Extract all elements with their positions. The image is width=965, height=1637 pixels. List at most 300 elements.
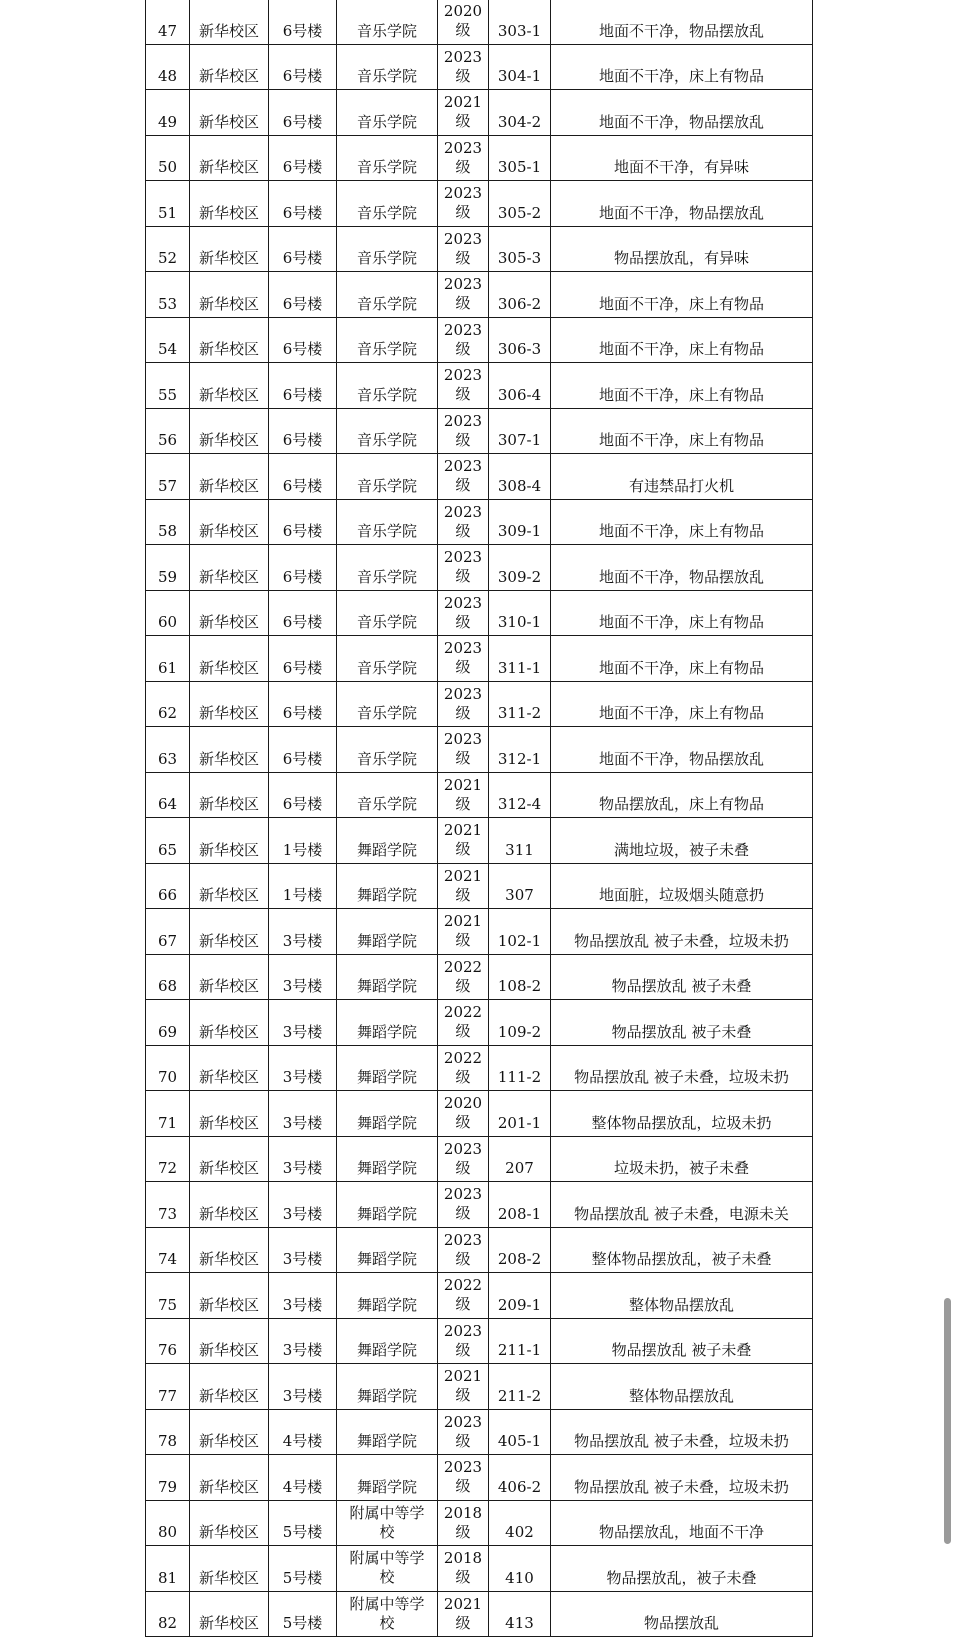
college-cell [337, 1591, 438, 1637]
grade-unit: 级 [455, 703, 471, 722]
room-cell: 310-1 [489, 590, 551, 636]
grade-unit: 级 [455, 1386, 471, 1405]
campus-cell: 新华校区 [190, 272, 269, 318]
room-cell: 413 [489, 1591, 551, 1637]
college-line: 附属中等学 [349, 1594, 425, 1613]
college-cell: 舞蹈学院 [337, 1455, 438, 1501]
grade-cell [438, 1455, 489, 1501]
grade-unit: 级 [455, 567, 471, 586]
grade-unit: 级 [455, 385, 471, 404]
campus-cell: 新华校区 [190, 772, 269, 818]
grade-unit: 级 [455, 203, 471, 222]
row-number: 56 [146, 408, 190, 454]
grade-cell [438, 1000, 489, 1046]
issue-cell: 地面不干净，床上有物品 [551, 44, 813, 90]
campus-cell: 新华校区 [190, 135, 269, 181]
building-cell: 3号楼 [269, 1318, 337, 1364]
grade-unit: 级 [455, 1113, 471, 1132]
campus-cell: 新华校区 [190, 1136, 269, 1182]
table-row [146, 772, 813, 818]
table-row [146, 1500, 813, 1546]
grade-cell [438, 1091, 489, 1137]
room-cell: 305-2 [489, 181, 551, 227]
issue-cell: 地面不干净，物品摆放乱 [551, 90, 813, 136]
grade-unit: 级 [455, 430, 471, 449]
room-cell: 410 [489, 1546, 551, 1592]
table-row [146, 863, 813, 909]
building-cell: 6号楼 [269, 90, 337, 136]
grade-year: 2023 [443, 457, 483, 476]
college-cell [337, 1500, 438, 1546]
table-row [146, 135, 813, 181]
row-number: 79 [146, 1455, 190, 1501]
room-cell: 311-1 [489, 636, 551, 682]
college-cell: 舞蹈学院 [337, 1136, 438, 1182]
grade-cell [438, 1045, 489, 1091]
table-row [146, 1591, 813, 1637]
grade-year: 2022 [443, 1048, 483, 1067]
room-cell: 102-1 [489, 909, 551, 955]
row-number: 58 [146, 499, 190, 545]
grade-unit: 级 [455, 294, 471, 313]
grade-cell [438, 454, 489, 500]
building-cell: 1号楼 [269, 863, 337, 909]
room-cell: 108-2 [489, 954, 551, 1000]
college-line: 附属中等学 [349, 1503, 425, 1522]
issue-cell: 地面不干净，物品摆放乱 [551, 0, 813, 44]
grade-year: 2023 [443, 684, 483, 703]
grade-year: 2020 [443, 2, 483, 21]
grade-year: 2021 [443, 1367, 483, 1386]
table-row [146, 1000, 813, 1046]
row-number: 67 [146, 909, 190, 955]
building-cell: 6号楼 [269, 545, 337, 591]
college-cell: 音乐学院 [337, 636, 438, 682]
campus-cell: 新华校区 [190, 317, 269, 363]
row-number: 78 [146, 1409, 190, 1455]
room-cell: 305-1 [489, 135, 551, 181]
room-cell: 307 [489, 863, 551, 909]
grade-unit: 级 [455, 157, 471, 176]
room-cell: 306-2 [489, 272, 551, 318]
room-cell: 406-2 [489, 1455, 551, 1501]
row-number: 77 [146, 1364, 190, 1410]
table-row [146, 636, 813, 682]
grade-unit: 级 [455, 66, 471, 85]
college-cell: 舞蹈学院 [337, 1045, 438, 1091]
issue-cell: 地面不干净，床上有物品 [551, 636, 813, 682]
row-number: 75 [146, 1273, 190, 1319]
grade-cell [438, 1591, 489, 1637]
table-row [146, 272, 813, 318]
college-cell: 音乐学院 [337, 363, 438, 409]
college-cell: 音乐学院 [337, 590, 438, 636]
grade-unit: 级 [455, 749, 471, 768]
table-row [146, 590, 813, 636]
row-number: 54 [146, 317, 190, 363]
building-cell: 3号楼 [269, 954, 337, 1000]
table-body [146, 0, 813, 1637]
college-cell: 舞蹈学院 [337, 1409, 438, 1455]
college-cell: 舞蹈学院 [337, 818, 438, 864]
row-number: 68 [146, 954, 190, 1000]
table-row [146, 90, 813, 136]
college-cell: 音乐学院 [337, 454, 438, 500]
campus-cell: 新华校区 [190, 90, 269, 136]
grade-cell [438, 727, 489, 773]
grade-cell [438, 499, 489, 545]
college-line: 校 [379, 1568, 395, 1587]
table-row [146, 408, 813, 454]
table-row [146, 1136, 813, 1182]
building-cell: 6号楼 [269, 44, 337, 90]
table-row [146, 181, 813, 227]
grade-cell [438, 408, 489, 454]
grade-unit: 级 [455, 1613, 471, 1632]
building-cell: 6号楼 [269, 181, 337, 227]
grade-unit: 级 [455, 1568, 471, 1587]
table-row [146, 1318, 813, 1364]
college-cell: 音乐学院 [337, 408, 438, 454]
issue-cell: 地面不干净，物品摆放乱 [551, 545, 813, 591]
issue-cell: 物品摆放乱 被子未叠，垃圾未扔 [551, 1045, 813, 1091]
campus-cell: 新华校区 [190, 0, 269, 44]
grade-cell [438, 863, 489, 909]
college-line: 校 [379, 1522, 395, 1541]
college-cell: 音乐学院 [337, 317, 438, 363]
campus-cell: 新华校区 [190, 1591, 269, 1637]
grade-cell [438, 0, 489, 44]
grade-cell [438, 772, 489, 818]
campus-cell: 新华校区 [190, 727, 269, 773]
row-number: 64 [146, 772, 190, 818]
college-cell: 舞蹈学院 [337, 1000, 438, 1046]
grade-year: 2023 [443, 1321, 483, 1340]
room-cell: 305-3 [489, 226, 551, 272]
grade-cell [438, 681, 489, 727]
campus-cell: 新华校区 [190, 1546, 269, 1592]
building-cell: 3号楼 [269, 909, 337, 955]
college-cell: 音乐学院 [337, 181, 438, 227]
grade-year: 2023 [443, 1139, 483, 1158]
inspection-table [145, 0, 813, 1637]
room-cell: 402 [489, 1500, 551, 1546]
table-row [146, 1182, 813, 1228]
grade-cell [438, 135, 489, 181]
building-cell: 5号楼 [269, 1591, 337, 1637]
issue-cell: 物品摆放乱 [551, 1591, 813, 1637]
table-row [146, 363, 813, 409]
campus-cell: 新华校区 [190, 363, 269, 409]
table-row [146, 1364, 813, 1410]
grade-cell [438, 1136, 489, 1182]
grade-year: 2022 [443, 957, 483, 976]
grade-cell [438, 181, 489, 227]
building-cell: 6号楼 [269, 135, 337, 181]
scrollbar-thumb[interactable] [944, 1298, 951, 1544]
issue-cell: 物品摆放乱，被子未叠 [551, 1546, 813, 1592]
grade-cell [438, 818, 489, 864]
grade-year: 2022 [443, 1276, 483, 1295]
row-number: 66 [146, 863, 190, 909]
room-cell: 209-1 [489, 1273, 551, 1319]
college-cell: 音乐学院 [337, 545, 438, 591]
issue-cell: 整体物品摆放乱，被子未叠 [551, 1227, 813, 1273]
building-cell: 3号楼 [269, 1045, 337, 1091]
grade-year: 2023 [443, 730, 483, 749]
campus-cell: 新华校区 [190, 1045, 269, 1091]
campus-cell: 新华校区 [190, 863, 269, 909]
college-cell: 舞蹈学院 [337, 1273, 438, 1319]
grade-year: 2023 [443, 1412, 483, 1431]
table-row [146, 1455, 813, 1501]
grade-cell [438, 909, 489, 955]
row-number: 55 [146, 363, 190, 409]
grade-cell [438, 317, 489, 363]
campus-cell: 新华校区 [190, 499, 269, 545]
grade-unit: 级 [455, 976, 471, 995]
row-number: 70 [146, 1045, 190, 1091]
grade-year: 2023 [443, 184, 483, 203]
issue-cell: 整体物品摆放乱 [551, 1273, 813, 1319]
college-cell: 舞蹈学院 [337, 1364, 438, 1410]
issue-cell: 地面不干净，床上有物品 [551, 681, 813, 727]
building-cell: 6号楼 [269, 772, 337, 818]
grade-cell [438, 636, 489, 682]
issue-cell: 整体物品摆放乱，垃圾未扔 [551, 1091, 813, 1137]
row-number: 81 [146, 1546, 190, 1592]
campus-cell: 新华校区 [190, 1091, 269, 1137]
grade-unit: 级 [455, 1067, 471, 1086]
college-cell: 舞蹈学院 [337, 1091, 438, 1137]
grade-year: 2020 [443, 1094, 483, 1113]
grade-year: 2023 [443, 548, 483, 567]
row-number: 50 [146, 135, 190, 181]
grade-year: 2018 [443, 1503, 483, 1522]
row-number: 57 [146, 454, 190, 500]
grade-cell [438, 1182, 489, 1228]
grade-cell [438, 363, 489, 409]
table-row [146, 499, 813, 545]
grade-unit: 级 [455, 21, 471, 40]
campus-cell: 新华校区 [190, 1318, 269, 1364]
table-row [146, 1409, 813, 1455]
grade-unit: 级 [455, 339, 471, 358]
table-row [146, 1273, 813, 1319]
campus-cell: 新华校区 [190, 181, 269, 227]
grade-cell [438, 954, 489, 1000]
grade-unit: 级 [455, 1477, 471, 1496]
grade-cell [438, 1318, 489, 1364]
row-number: 52 [146, 226, 190, 272]
college-cell: 音乐学院 [337, 44, 438, 90]
row-number: 65 [146, 818, 190, 864]
college-cell [337, 1546, 438, 1592]
building-cell: 4号楼 [269, 1455, 337, 1501]
building-cell: 6号楼 [269, 408, 337, 454]
building-cell: 6号楼 [269, 363, 337, 409]
campus-cell: 新华校区 [190, 408, 269, 454]
room-cell: 208-2 [489, 1227, 551, 1273]
grade-year: 2022 [443, 1003, 483, 1022]
campus-cell: 新华校区 [190, 1273, 269, 1319]
building-cell: 3号楼 [269, 1227, 337, 1273]
grade-year: 2021 [443, 1594, 483, 1613]
room-cell: 306-3 [489, 317, 551, 363]
grade-cell [438, 226, 489, 272]
issue-cell: 物品摆放乱 被子未叠 [551, 954, 813, 1000]
campus-cell: 新华校区 [190, 1182, 269, 1228]
issue-cell: 物品摆放乱 被子未叠，电源未关 [551, 1182, 813, 1228]
room-cell: 211-2 [489, 1364, 551, 1410]
issue-cell: 地面不干净，床上有物品 [551, 590, 813, 636]
issue-cell: 地面不干净，床上有物品 [551, 499, 813, 545]
campus-cell: 新华校区 [190, 1227, 269, 1273]
table-row [146, 0, 813, 44]
grade-cell [438, 272, 489, 318]
building-cell: 6号楼 [269, 317, 337, 363]
table-row [146, 1091, 813, 1137]
building-cell: 6号楼 [269, 681, 337, 727]
grade-cell [438, 1546, 489, 1592]
table-row [146, 44, 813, 90]
room-cell: 306-4 [489, 363, 551, 409]
issue-cell: 地面不干净，有异味 [551, 135, 813, 181]
grade-unit: 级 [455, 931, 471, 950]
building-cell: 6号楼 [269, 499, 337, 545]
issue-cell: 地面不干净，床上有物品 [551, 317, 813, 363]
grade-unit: 级 [455, 476, 471, 495]
room-cell: 207 [489, 1136, 551, 1182]
campus-cell: 新华校区 [190, 1500, 269, 1546]
grade-year: 2021 [443, 775, 483, 794]
row-number: 80 [146, 1500, 190, 1546]
table-row [146, 1045, 813, 1091]
row-number: 62 [146, 681, 190, 727]
row-number: 51 [146, 181, 190, 227]
campus-cell: 新华校区 [190, 1455, 269, 1501]
building-cell: 1号楼 [269, 818, 337, 864]
building-cell: 3号楼 [269, 1136, 337, 1182]
building-cell: 3号楼 [269, 1182, 337, 1228]
room-cell: 211-1 [489, 1318, 551, 1364]
row-number: 73 [146, 1182, 190, 1228]
room-cell: 208-1 [489, 1182, 551, 1228]
grade-year: 2023 [443, 275, 483, 294]
building-cell: 5号楼 [269, 1546, 337, 1592]
grade-year: 2018 [443, 1549, 483, 1568]
college-cell: 舞蹈学院 [337, 909, 438, 955]
grade-unit: 级 [455, 1431, 471, 1450]
issue-cell: 物品摆放乱 被子未叠，垃圾未扔 [551, 1409, 813, 1455]
grade-unit: 级 [455, 1295, 471, 1314]
building-cell: 6号楼 [269, 636, 337, 682]
grade-year: 2023 [443, 411, 483, 430]
table-row [146, 681, 813, 727]
college-cell: 音乐学院 [337, 499, 438, 545]
room-cell: 312-1 [489, 727, 551, 773]
room-cell: 312-4 [489, 772, 551, 818]
grade-cell [438, 1273, 489, 1319]
grade-year: 2021 [443, 912, 483, 931]
grade-year: 2023 [443, 1230, 483, 1249]
grade-cell [438, 90, 489, 136]
issue-cell: 物品摆放乱 被子未叠 [551, 1318, 813, 1364]
grade-year: 2023 [443, 366, 483, 385]
grade-unit: 级 [455, 1249, 471, 1268]
room-cell: 309-1 [489, 499, 551, 545]
issue-cell: 地面不干净，床上有物品 [551, 408, 813, 454]
building-cell: 6号楼 [269, 226, 337, 272]
issue-cell: 物品摆放乱，有异味 [551, 226, 813, 272]
room-cell: 304-1 [489, 44, 551, 90]
college-cell: 舞蹈学院 [337, 863, 438, 909]
table-row [146, 545, 813, 591]
issue-cell: 地面不干净，物品摆放乱 [551, 181, 813, 227]
room-cell: 303-1 [489, 0, 551, 44]
campus-cell: 新华校区 [190, 44, 269, 90]
building-cell: 3号楼 [269, 1273, 337, 1319]
grade-unit: 级 [455, 612, 471, 631]
row-number: 63 [146, 727, 190, 773]
college-cell: 音乐学院 [337, 90, 438, 136]
room-cell: 111-2 [489, 1045, 551, 1091]
college-cell: 音乐学院 [337, 772, 438, 818]
college-cell: 舞蹈学院 [337, 1182, 438, 1228]
campus-cell: 新华校区 [190, 590, 269, 636]
issue-cell: 满地垃圾，被子未叠 [551, 818, 813, 864]
grade-cell [438, 1500, 489, 1546]
room-cell: 304-2 [489, 90, 551, 136]
campus-cell: 新华校区 [190, 636, 269, 682]
grade-year: 2021 [443, 866, 483, 885]
row-number: 72 [146, 1136, 190, 1182]
college-cell: 音乐学院 [337, 681, 438, 727]
college-cell: 音乐学院 [337, 272, 438, 318]
table-row [146, 1546, 813, 1592]
grade-unit: 级 [455, 248, 471, 267]
grade-unit: 级 [455, 1158, 471, 1177]
row-number: 53 [146, 272, 190, 318]
campus-cell: 新华校区 [190, 1364, 269, 1410]
building-cell: 3号楼 [269, 1000, 337, 1046]
row-number: 49 [146, 90, 190, 136]
issue-cell: 垃圾未扔，被子未叠 [551, 1136, 813, 1182]
row-number: 60 [146, 590, 190, 636]
college-line: 校 [379, 1613, 395, 1632]
grade-year: 2023 [443, 502, 483, 521]
room-cell: 307-1 [489, 408, 551, 454]
issue-cell: 物品摆放乱，床上有物品 [551, 772, 813, 818]
grade-year: 2021 [443, 821, 483, 840]
row-number: 61 [146, 636, 190, 682]
campus-cell: 新华校区 [190, 954, 269, 1000]
building-cell: 6号楼 [269, 727, 337, 773]
table-row [146, 818, 813, 864]
grade-cell [438, 590, 489, 636]
row-number: 69 [146, 1000, 190, 1046]
row-number: 47 [146, 0, 190, 44]
grade-unit: 级 [455, 885, 471, 904]
campus-cell: 新华校区 [190, 818, 269, 864]
grade-year: 2023 [443, 47, 483, 66]
table-row [146, 454, 813, 500]
grade-unit: 级 [455, 840, 471, 859]
row-number: 74 [146, 1227, 190, 1273]
grade-unit: 级 [455, 1340, 471, 1359]
row-number: 82 [146, 1591, 190, 1637]
campus-cell: 新华校区 [190, 545, 269, 591]
